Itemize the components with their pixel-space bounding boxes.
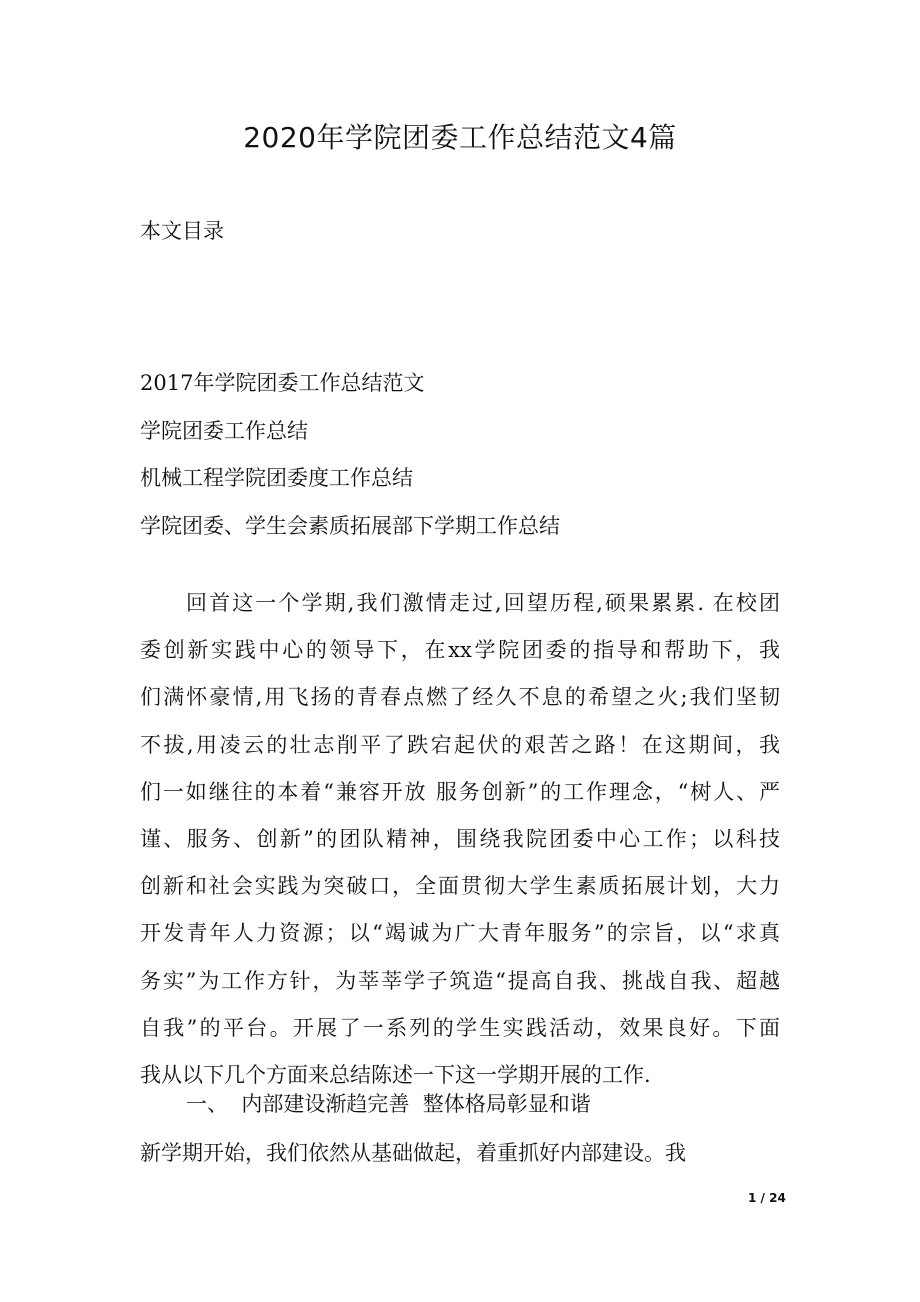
paragraph-line: 们满怀豪情,用飞扬的青春点燃了经久不息的希望之火;我们坚韧 (140, 685, 780, 710)
paragraph-line: 委创新实践中心的领导下，在xx学院团委的指导和帮助下，我 (140, 638, 780, 663)
paragraph-line: 们一如继往的本着“兼容开放 服务创新”的工作理念，“树人、严 (140, 779, 780, 804)
paragraph-line: 务实”为工作方针，为莘莘学子筑造“提高自我、挑战自我、超越 (140, 968, 780, 993)
document-title: 2020年学院团委工作总结范文4篇 (243, 121, 677, 154)
intro-paragraph (140, 580, 780, 1099)
toc-item[interactable]: 学院团委、学生会素质拓展部下学期工作总结 (140, 513, 560, 538)
section-paragraph: 新学期开始，我们依然从基础做起，着重抓好内部建设。我 (140, 1141, 686, 1165)
toc-list (140, 360, 780, 550)
paragraph-line: 自我”的平台。开展了一系列的学生实践活动，效果良好。下面 (140, 1015, 780, 1040)
toc-item[interactable]: 机械工程学院团委度工作总结 (140, 466, 413, 490)
toc-heading: 本文目录 (140, 219, 224, 243)
section-heading: 一、 内部建设渐趋完善 整体格局彰显和谐 (186, 1092, 591, 1116)
paragraph-line: 回首这一个学期,我们激情走过,回望历程,硕果累累. 在校团 (186, 591, 780, 615)
paragraph-line: 创新和社会实践为突破口，全面贯彻大学生素质拓展计划，大力 (140, 874, 780, 899)
paragraph-line: 不拔,用凌云的壮志削平了跌宕起伏的艰苦之路！在这期间，我 (140, 732, 780, 757)
page-number: 1 / 24 (748, 1191, 786, 1205)
toc-item[interactable]: 2017年学院团委工作总结范文 (140, 371, 425, 395)
paragraph-line: 谨、服务、创新”的团队精神，围绕我院团委中心工作；以科技 (140, 826, 780, 851)
paragraph-line: 开发青年人力资源；以“竭诚为广大青年服务”的宗旨，以“求真 (140, 921, 780, 946)
toc-item[interactable]: 学院团委工作总结 (140, 418, 308, 443)
paragraph-line: 我从以下几个方面来总结陈述一下这一学期开展的工作. (140, 1062, 651, 1087)
